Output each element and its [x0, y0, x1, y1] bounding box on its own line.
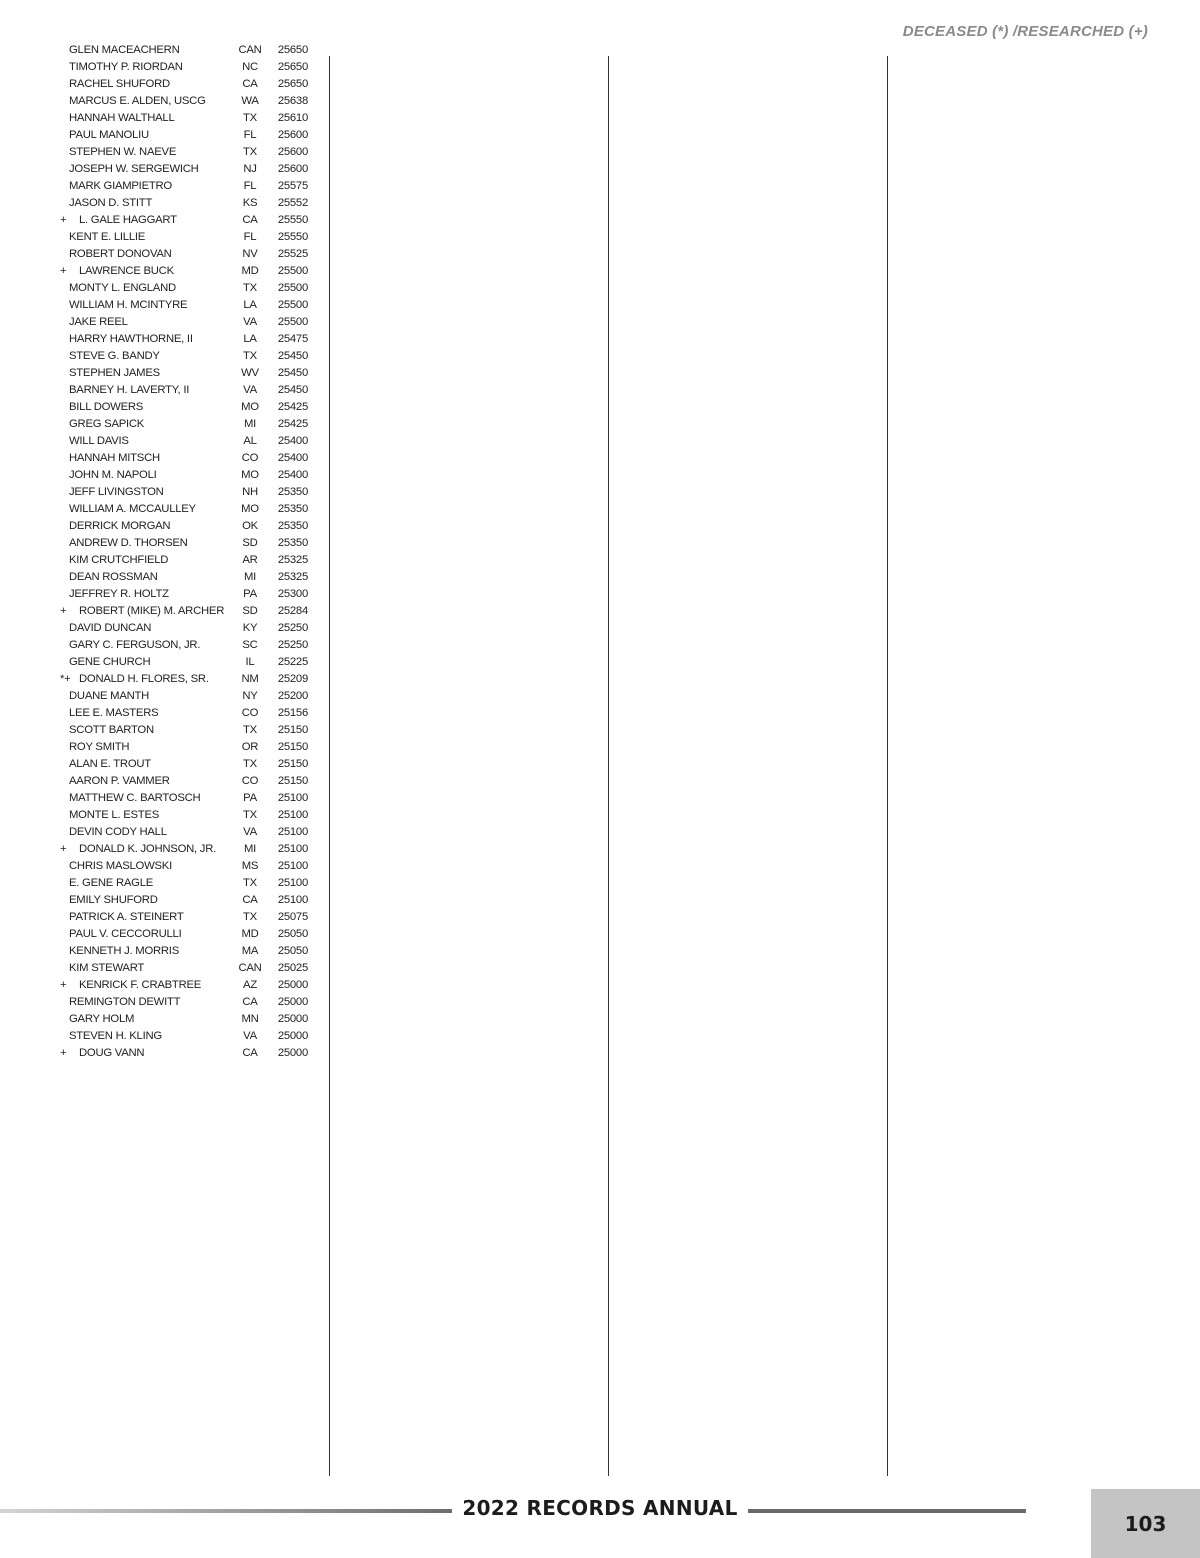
record-row [60, 110, 315, 127]
record-row [60, 603, 315, 620]
record-score: 25000 [277, 996, 308, 1008]
record-score: 25050 [277, 945, 308, 957]
record-state: MO [241, 469, 259, 481]
record-score: 25650 [277, 78, 308, 90]
record-name: PAUL MANOLIU [69, 129, 149, 141]
record-row [60, 994, 315, 1011]
record-name: MARK GIAMPIETRO [69, 180, 172, 192]
record-score: 25325 [277, 571, 308, 583]
record-score: 25550 [277, 214, 308, 226]
record-score: 25100 [277, 792, 308, 804]
record-score: 25600 [277, 146, 308, 158]
publication-title: 2022 RECORDS ANNUAL [462, 1496, 738, 1520]
record-name: BILL DOWERS [69, 401, 144, 413]
record-score: 25400 [277, 452, 308, 464]
record-name: GARY HOLM [69, 1013, 135, 1025]
record-state: MI [243, 571, 257, 583]
record-score: 25425 [277, 418, 308, 430]
record-name: HANNAH WALTHALL [69, 112, 175, 124]
record-score: 25100 [277, 826, 308, 838]
record-row [60, 348, 315, 365]
record-score: 25550 [277, 231, 308, 243]
record-row [60, 620, 315, 637]
record-state: WV [241, 367, 259, 379]
record-row [60, 875, 315, 892]
record-state: VA [243, 384, 257, 396]
column-divider [608, 56, 609, 1476]
record-row [60, 705, 315, 722]
record-state: TX [243, 350, 257, 362]
record-state: NV [242, 248, 258, 260]
record-state: NH [242, 486, 258, 498]
record-row [60, 1028, 315, 1045]
record-name: JASON D. STITT [69, 197, 153, 209]
record-row [60, 263, 315, 280]
record-row [60, 518, 315, 535]
record-row [60, 297, 315, 314]
record-state: TX [243, 112, 257, 124]
record-row [60, 552, 315, 569]
record-state: NY [242, 690, 258, 702]
record-name: DONALD K. JOHNSON, JR. [79, 843, 216, 855]
record-name: MATTHEW C. BARTOSCH [69, 792, 201, 804]
record-state: PA [243, 792, 257, 804]
record-row [60, 688, 315, 705]
record-name: ANDREW D. THORSEN [69, 537, 188, 549]
record-score: 25225 [277, 656, 308, 668]
record-name: MARCUS E. ALDEN, USCG [69, 95, 206, 107]
record-score: 25610 [277, 112, 308, 124]
record-score: 25250 [277, 622, 308, 634]
record-state: CO [241, 775, 259, 787]
record-state: MA [241, 945, 259, 957]
record-row [60, 450, 315, 467]
record-state: MD [241, 265, 259, 277]
record-row [60, 671, 315, 688]
record-row [60, 824, 315, 841]
record-name: PAUL V. CECCORULLI [69, 928, 182, 940]
record-name: KENT E. LILLIE [69, 231, 146, 243]
record-name: DONALD H. FLORES, SR. [79, 673, 209, 685]
record-score: 25400 [277, 469, 308, 481]
record-score: 25150 [277, 775, 308, 787]
record-name: LEE E. MASTERS [69, 707, 159, 719]
records-list [60, 42, 315, 1062]
record-state: CA [242, 214, 258, 226]
record-score: 25650 [277, 61, 308, 73]
record-state: AL [243, 435, 257, 447]
record-row [60, 484, 315, 501]
record-state: CA [242, 78, 258, 90]
record-name: JAKE REEL [69, 316, 128, 328]
record-name: PATRICK A. STEINERT [69, 911, 184, 923]
record-row [60, 977, 315, 994]
column-divider [887, 56, 888, 1476]
record-score: 25100 [277, 877, 308, 889]
record-score: 25156 [277, 707, 308, 719]
record-score: 25500 [277, 299, 308, 311]
record-score: 25000 [277, 979, 308, 991]
record-name: HARRY HAWTHORNE, II [69, 333, 193, 345]
record-row [60, 212, 315, 229]
record-name: ROBERT DONOVAN [69, 248, 172, 260]
record-row [60, 178, 315, 195]
record-name: E. GENE RAGLE [69, 877, 154, 889]
record-state: NM [241, 673, 259, 685]
record-score: 25284 [277, 605, 308, 617]
record-row [60, 943, 315, 960]
record-state: SD [242, 605, 258, 617]
record-state: CA [242, 996, 258, 1008]
record-name: MONTY L. ENGLAND [69, 282, 176, 294]
record-row [60, 229, 315, 246]
record-name: DEVIN CODY HALL [69, 826, 167, 838]
record-score: 25500 [277, 265, 308, 277]
record-state: FL [243, 231, 257, 243]
record-state: TX [243, 809, 257, 821]
record-score: 25100 [277, 860, 308, 872]
record-state: CO [241, 452, 259, 464]
record-row [60, 144, 315, 161]
footer-rule-right [748, 1509, 1026, 1513]
record-state: CO [241, 707, 259, 719]
record-name: CHRIS MASLOWSKI [69, 860, 172, 872]
record-row [60, 314, 315, 331]
record-score: 25075 [277, 911, 308, 923]
record-state: MD [241, 928, 259, 940]
record-row [60, 76, 315, 93]
record-state: MO [241, 503, 259, 515]
record-name: ROY SMITH [69, 741, 130, 753]
record-score: 25400 [277, 435, 308, 447]
record-score: 25150 [277, 724, 308, 736]
record-state: TX [243, 758, 257, 770]
record-state: PA [243, 588, 257, 600]
record-row [60, 637, 315, 654]
record-row [60, 654, 315, 671]
record-state: IL [245, 656, 255, 668]
record-score: 25500 [277, 282, 308, 294]
record-name: KENRICK F. CRABTREE [79, 979, 202, 991]
record-state: FL [243, 180, 257, 192]
record-score: 25350 [277, 537, 308, 549]
record-mark: + [60, 979, 67, 991]
record-state: TX [243, 146, 257, 158]
record-name: DEAN ROSSMAN [69, 571, 158, 583]
record-name: HANNAH MITSCH [69, 452, 160, 464]
record-name: KIM STEWART [69, 962, 145, 974]
record-mark: + [60, 843, 67, 855]
record-score: 25552 [277, 197, 308, 209]
record-score: 25209 [277, 673, 308, 685]
record-score: 25425 [277, 401, 308, 413]
record-name: AARON P. VAMMER [69, 775, 170, 787]
record-score: 25250 [277, 639, 308, 651]
record-score: 25100 [277, 843, 308, 855]
record-state: TX [243, 724, 257, 736]
record-state: MS [241, 860, 259, 872]
record-row [60, 365, 315, 382]
record-score: 25200 [277, 690, 308, 702]
record-score: 25450 [277, 350, 308, 362]
record-mark: *+ [60, 673, 71, 685]
record-score: 25600 [277, 163, 308, 175]
record-score: 25450 [277, 367, 308, 379]
record-row [60, 569, 315, 586]
record-row [60, 773, 315, 790]
record-state: MI [243, 843, 257, 855]
record-state: WA [241, 95, 259, 107]
record-name: STEPHEN W. NAEVE [69, 146, 177, 158]
record-score: 25050 [277, 928, 308, 940]
record-score: 25638 [277, 95, 308, 107]
record-name: REMINGTON DEWITT [69, 996, 181, 1008]
record-name: EMILY SHUFORD [69, 894, 158, 906]
record-name: JEFF LIVINGSTON [69, 486, 164, 498]
record-name: LAWRENCE BUCK [79, 265, 174, 277]
record-name: DUANE MANTH [69, 690, 150, 702]
record-name: KENNETH J. MORRIS [69, 945, 179, 957]
record-row [60, 926, 315, 943]
record-score: 25500 [277, 316, 308, 328]
record-row [60, 722, 315, 739]
record-name: ROBERT (MIKE) M. ARCHER [79, 605, 225, 617]
record-row [60, 161, 315, 178]
record-name: SCOTT BARTON [69, 724, 154, 736]
record-row [60, 195, 315, 212]
record-state: VA [243, 316, 257, 328]
record-name: DERRICK MORGAN [69, 520, 171, 532]
record-mark: + [60, 605, 67, 617]
record-state: OK [242, 520, 258, 532]
record-name: RACHEL SHUFORD [69, 78, 170, 90]
record-row [60, 960, 315, 977]
record-row [60, 790, 315, 807]
record-score: 25600 [277, 129, 308, 141]
record-row [60, 59, 315, 76]
record-state: AR [242, 554, 258, 566]
record-row [60, 280, 315, 297]
record-score: 25650 [277, 44, 308, 56]
record-row [60, 756, 315, 773]
record-name: KIM CRUTCHFIELD [69, 554, 169, 566]
record-name: DAVID DUNCAN [69, 622, 152, 634]
record-state: VA [243, 826, 257, 838]
record-mark: + [60, 265, 67, 277]
record-name: STEVE G. BANDY [69, 350, 160, 362]
record-score: 25300 [277, 588, 308, 600]
record-name: STEVEN H. KLING [69, 1030, 162, 1042]
record-name: BARNEY H. LAVERTY, II [69, 384, 190, 396]
record-score: 25000 [277, 1047, 308, 1059]
record-row [60, 331, 315, 348]
record-name: JOSEPH W. SERGEWICH [69, 163, 199, 175]
record-row [60, 1011, 315, 1028]
record-score: 25350 [277, 520, 308, 532]
record-state: CA [242, 894, 258, 906]
record-score: 25575 [277, 180, 308, 192]
record-name: JOHN M. NAPOLI [69, 469, 157, 481]
record-name: GENE CHURCH [69, 656, 151, 668]
record-score: 25350 [277, 503, 308, 515]
record-state: MO [241, 401, 259, 413]
record-mark: + [60, 214, 67, 226]
record-row [60, 42, 315, 59]
record-score: 25100 [277, 809, 308, 821]
record-score: 25475 [277, 333, 308, 345]
record-row [60, 739, 315, 756]
record-name: GARY C. FERGUSON, JR. [69, 639, 201, 651]
record-state: KY [242, 622, 258, 634]
record-row [60, 433, 315, 450]
record-state: NC [242, 61, 258, 73]
record-row [60, 841, 315, 858]
record-name: WILLIAM H. MCINTYRE [69, 299, 188, 311]
record-name: MONTE L. ESTES [69, 809, 160, 821]
page-number: 103 [1124, 1511, 1167, 1536]
record-row [60, 399, 315, 416]
record-score: 25350 [277, 486, 308, 498]
record-score: 25450 [277, 384, 308, 396]
record-name: WILL DAVIS [69, 435, 129, 447]
record-row [60, 535, 315, 552]
record-name: WILLIAM A. MCCAULLEY [69, 503, 196, 515]
record-state: TX [243, 877, 257, 889]
page-number-box [1091, 1489, 1200, 1558]
footer-rule-left [0, 1509, 452, 1513]
record-row [60, 416, 315, 433]
record-name: TIMOTHY P. RIORDAN [69, 61, 183, 73]
record-state: CAN [238, 44, 262, 56]
record-mark: + [60, 1047, 67, 1059]
record-state: FL [243, 129, 257, 141]
record-score: 25150 [277, 758, 308, 770]
record-state: AZ [243, 979, 257, 991]
record-name: GLEN MACEACHERN [69, 44, 180, 56]
record-state: LA [243, 333, 257, 345]
record-name: STEPHEN JAMES [69, 367, 160, 379]
record-state: MN [241, 1013, 259, 1025]
record-state: SD [242, 537, 258, 549]
record-row [60, 93, 315, 110]
record-state: LA [243, 299, 257, 311]
record-state: NJ [243, 163, 257, 175]
column-divider [329, 56, 330, 1476]
record-state: TX [243, 911, 257, 923]
record-row [60, 858, 315, 875]
record-row [60, 127, 315, 144]
record-name: L. GALE HAGGART [79, 214, 177, 226]
record-row [60, 807, 315, 824]
record-state: VA [243, 1030, 257, 1042]
record-row [60, 467, 315, 484]
record-score: 25000 [277, 1013, 308, 1025]
record-name: JEFFREY R. HOLTZ [69, 588, 169, 600]
record-row [60, 586, 315, 603]
record-row [60, 246, 315, 263]
record-state: KS [242, 197, 258, 209]
record-row [60, 892, 315, 909]
record-row [60, 501, 315, 518]
record-score: 25525 [277, 248, 308, 260]
record-name: DOUG VANN [79, 1047, 145, 1059]
record-score: 25100 [277, 894, 308, 906]
record-state: SC [242, 639, 258, 651]
record-row [60, 382, 315, 399]
record-score: 25025 [277, 962, 308, 974]
record-row [60, 909, 315, 926]
record-state: TX [243, 282, 257, 294]
record-row [60, 1045, 315, 1062]
record-name: GREG SAPICK [69, 418, 145, 430]
legend-note: DECEASED (*) /RESEARCHED (+) [902, 23, 1148, 40]
record-state: CAN [238, 962, 262, 974]
record-name: ALAN E. TROUT [69, 758, 151, 770]
record-state: OR [241, 741, 259, 753]
record-score: 25150 [277, 741, 308, 753]
record-score: 25000 [277, 1030, 308, 1042]
record-state: CA [242, 1047, 258, 1059]
record-score: 25325 [277, 554, 308, 566]
record-state: MI [243, 418, 257, 430]
